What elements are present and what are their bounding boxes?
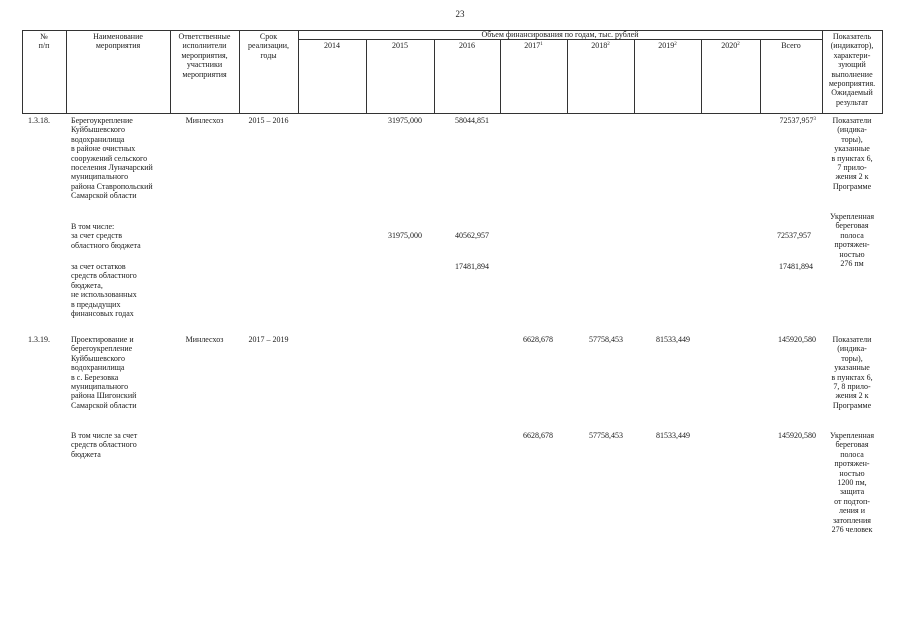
row-1-3-18-term: 2015 – 2016 xyxy=(248,116,289,125)
row-1-3-19-2017: 6628,678 xyxy=(523,335,553,344)
row-1-3-19-number: 1.3.19. xyxy=(28,335,50,344)
header-year-2017: 2017$^1$ xyxy=(524,41,543,50)
row-1-3-18-total: 72537,957$^3$ xyxy=(779,116,816,125)
row-1-3-18-2015: 31975,000 xyxy=(388,116,422,125)
row-1-3-18-sub-regional-name: В том числе: за счет средств областного бюджета xyxy=(71,222,141,250)
row-1-3-19-sub-regional-2018: 57758,453 xyxy=(589,431,623,440)
header-financing-group: Объем финансирования по годам, тыс. рублей xyxy=(481,30,639,39)
row-1-3-18-sub-regional-indicator: Укрепленная береговая полоса протяжен- ностью 276 пм xyxy=(829,212,874,269)
row-1-3-19-term: 2017 – 2019 xyxy=(248,335,289,344)
header-name: Наименование мероприятия xyxy=(93,32,143,51)
page-number: 23 xyxy=(455,9,465,19)
header-year-2014: 2014 xyxy=(324,41,340,50)
header-year-2020: 2020$^2$ xyxy=(721,41,740,50)
header-total: Всего xyxy=(781,41,801,50)
header-year-2019: 2019$^2$ xyxy=(658,41,677,50)
row-1-3-19-sub-regional-2017: 6628,678 xyxy=(523,431,553,440)
row-1-3-18-sub-remainder-2016: 17481,894 xyxy=(455,262,489,271)
row-1-3-18-sub-remainder-total: 17481,894 xyxy=(779,262,813,271)
row-1-3-19-indicator: Показатели (индика- торы), указанные в пунктах 6, 7, 8 прило- жения 2 к Программе xyxy=(831,335,873,410)
header-term: Срок реализации, годы xyxy=(247,32,290,60)
row-1-3-18-sub-regional-2015: 31975,000 xyxy=(388,231,422,240)
row-1-3-18-2016: 58044,851 xyxy=(455,116,489,125)
row-1-3-18-sub-regional-2016: 40562,957 xyxy=(455,231,489,240)
header-year-2018: 2018$^2$ xyxy=(591,41,610,50)
header-number: № п/п xyxy=(38,32,50,51)
row-1-3-19-sub-regional-indicator: Укрепленная береговая полоса протяжен- ностью 1200 пм, защита от подтоп- ления и затопления 276 человек xyxy=(829,431,874,535)
header-executors: Ответственные исполнители мероприятия, участники мероприятия xyxy=(178,32,231,79)
row-1-3-19-name: Проектирование и берегоукрепление Куйбышевского водохранилища в с. Березовка муниципального района Шигонский Самарской области xyxy=(71,335,137,410)
header-year-2016: 2016 xyxy=(459,41,475,50)
row-1-3-18-number: 1.3.18. xyxy=(28,116,50,125)
header-indicator: Показатель (индикатор), характери- зующий выполнение мероприятия. Ожидаемый результат xyxy=(828,32,876,107)
row-1-3-19-sub-regional-total: 145920,580 xyxy=(778,431,816,440)
row-1-3-19-sub-regional-name: В том числе за счет средств областного бюджета xyxy=(71,431,138,459)
row-1-3-19-executor: Минлесхоз xyxy=(185,335,224,344)
header-year-2015: 2015 xyxy=(392,41,408,50)
row-1-3-18-sub-remainder-name: за счет остатков средств областного бюджета, не использованных в предыдущих финансовых годах xyxy=(71,262,137,319)
row-1-3-19-2019: 81533,449 xyxy=(656,335,690,344)
row-1-3-19-sub-regional-2019: 81533,449 xyxy=(656,431,690,440)
row-1-3-19-total: 145920,580 xyxy=(778,335,816,344)
row-1-3-18-executor: Минлесхоз xyxy=(185,116,224,125)
row-1-3-19-2018: 57758,453 xyxy=(589,335,623,344)
row-1-3-18-sub-regional-total: 72537,957 xyxy=(777,231,811,240)
row-1-3-18-indicator: Показатели (индика- торы), указанные в пунктах 6, 7 прило- жения 2 к Программе xyxy=(831,116,873,191)
row-1-3-18-name: Берегоукрепление Куйбышевского водохранилища в районе очистных сооружений сельского поселения Луначарский муниципального района Ставропольский Самарской области xyxy=(71,116,153,201)
